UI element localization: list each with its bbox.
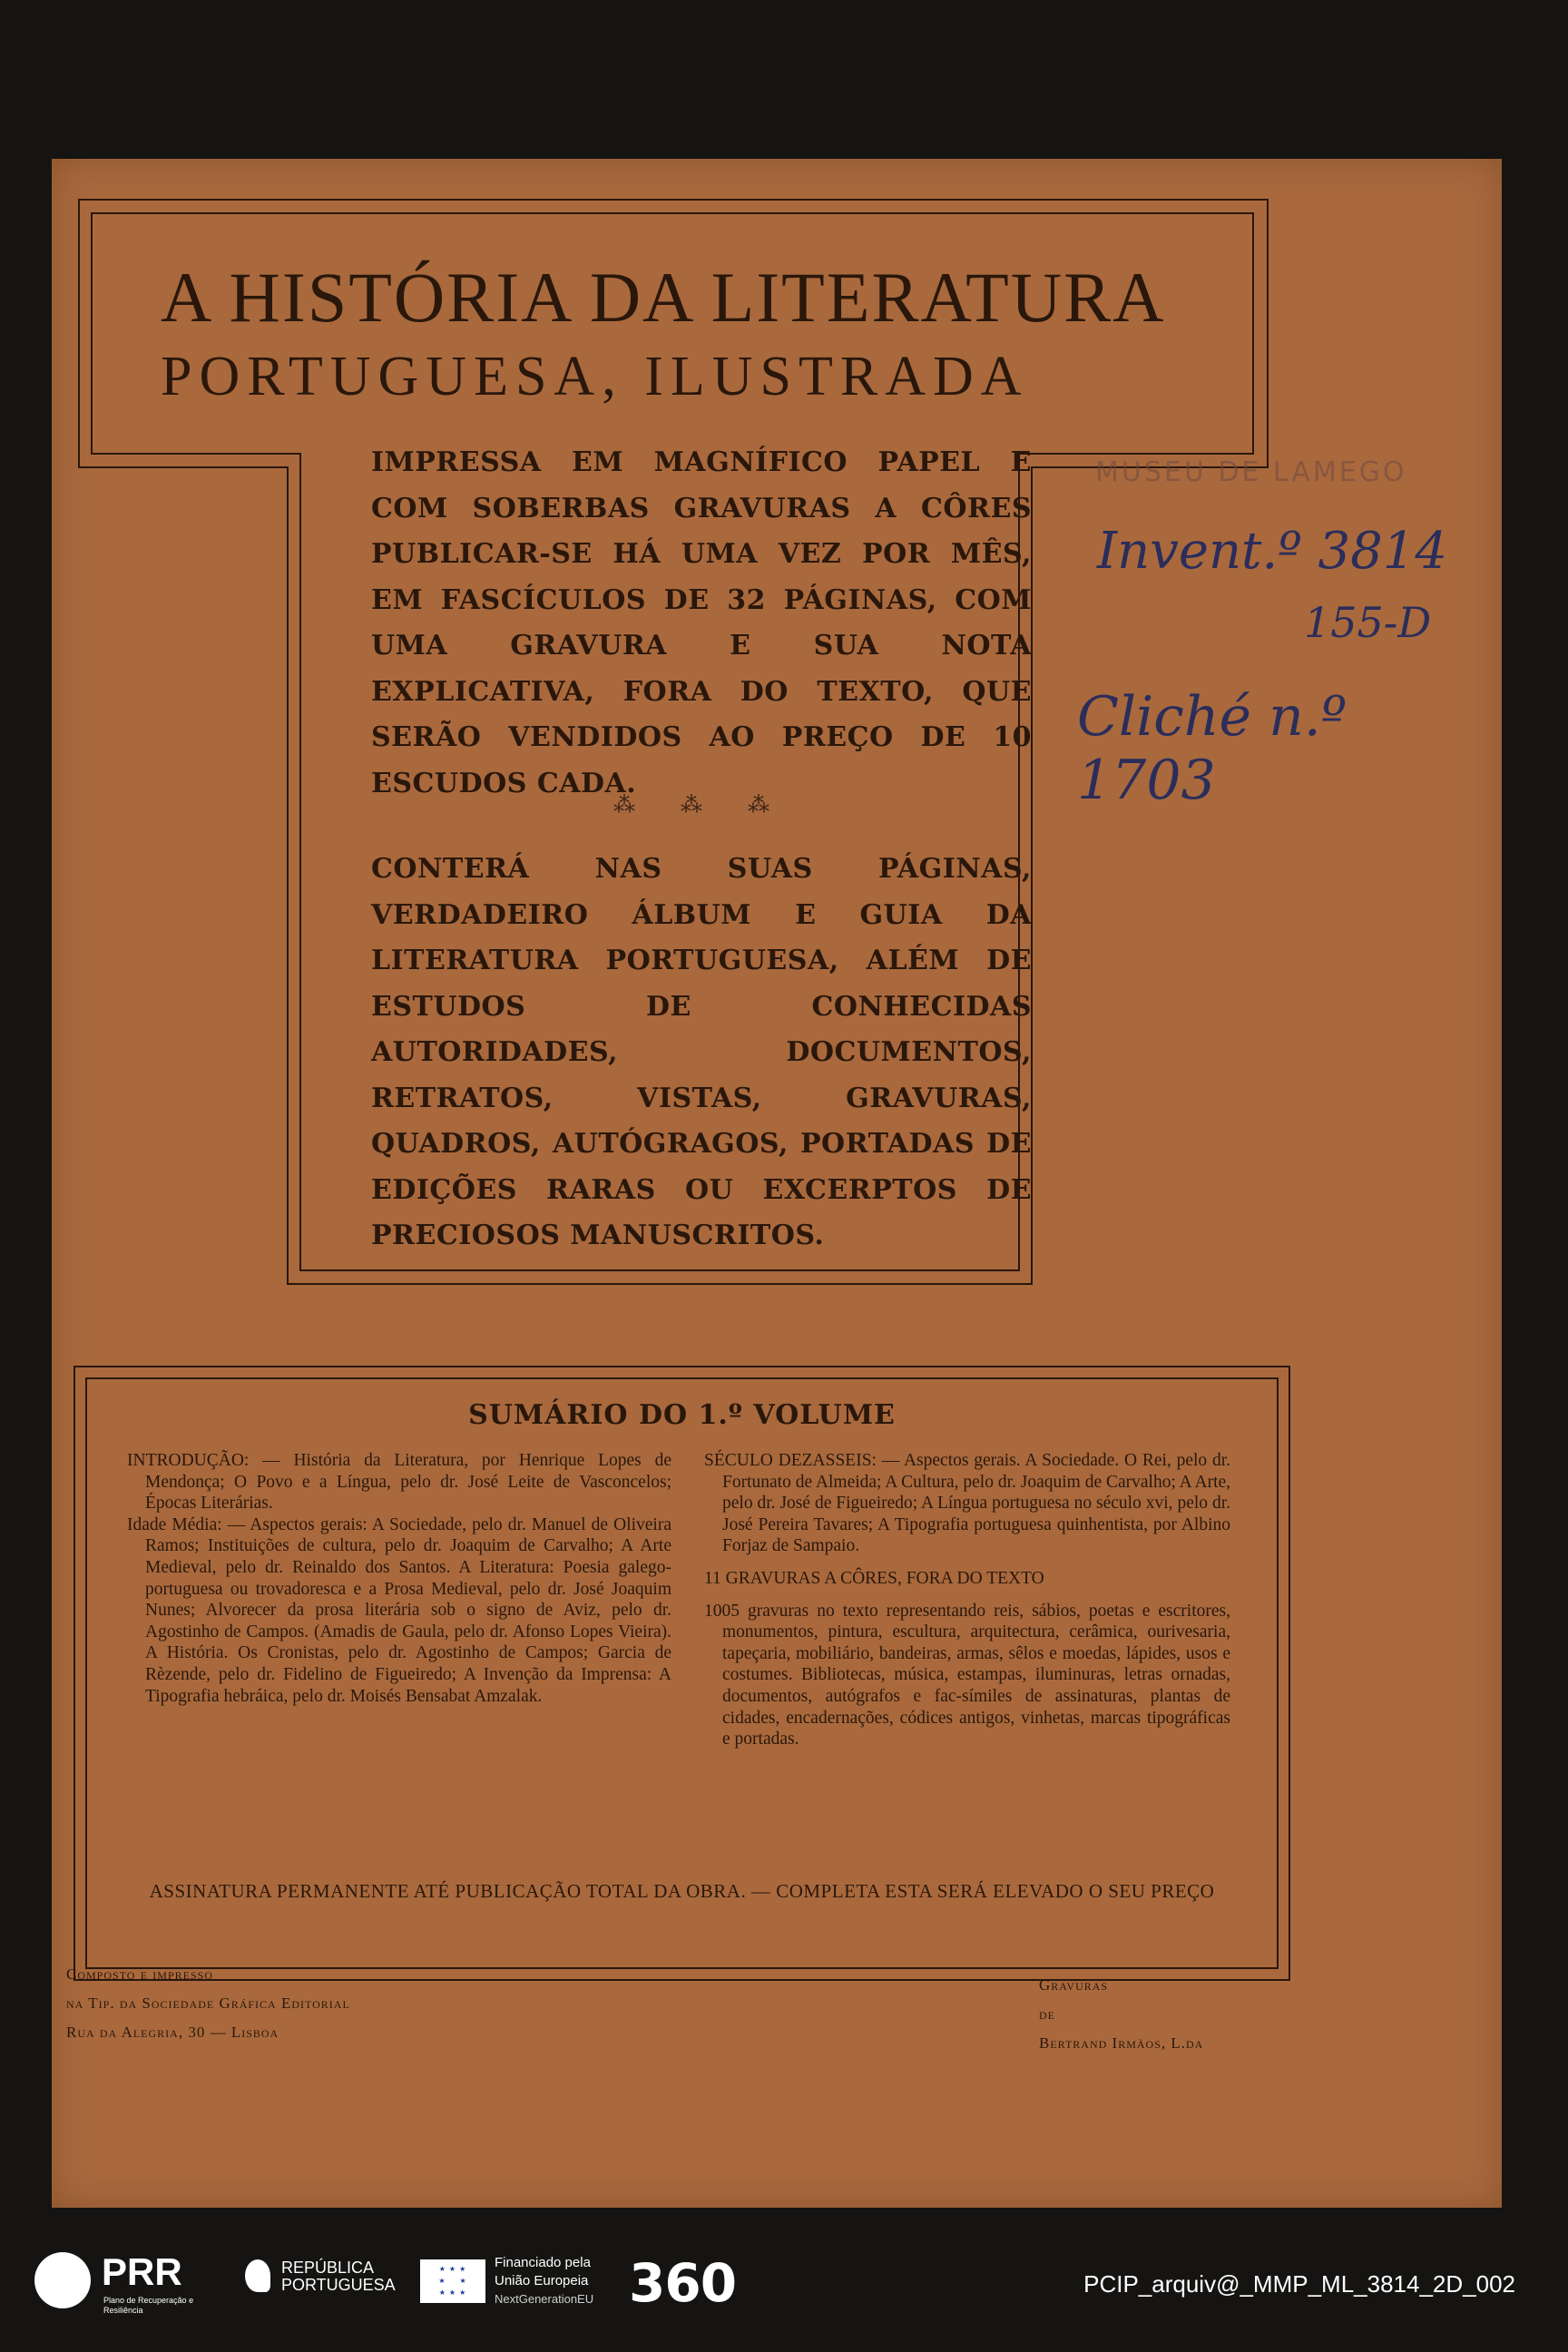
colophon-line: Bertrand Irmãos, L.da <box>1039 2034 1204 2052</box>
handwritten-code: 155-D <box>1304 598 1432 647</box>
summary-gravuras-texto: 1005 gravuras no texto representando reis, sábios, poetas e escritores, monumentos, pintura, escultura, arquitectura, cerâmica, ourivesaria, tapeçaria, mobiliário, bandeiras, armas, sêlos e moedas, lápides, usos e costumes. Bibliotecas, música, estampas, iluminuras, letras ornadas, documentos, autógrafos e fac-símiles de assinaturas, plantas de cidades, encadernações, códices antigos, vinhetas, marcas tipográficas e portadas. <box>704 1601 1230 1749</box>
republica-text: REPÚBLICA PORTUGUESA <box>281 2259 396 2294</box>
summary-introducao: INTRODUÇÃO: — História da Literatura, por Henrique Lopes de Mendonça; O Povo e a Língua, pelo dr. José Leite de Vasconcelos; Épocas Literárias. <box>127 1451 671 1514</box>
museum-stamp: MUSEU DE LAMEGO <box>1095 456 1407 488</box>
engraver-colophon <box>1039 1971 1203 2058</box>
prr-logo-icon <box>34 2252 91 2308</box>
summary-box <box>74 1366 1290 1981</box>
colophon-line: Gravuras <box>1039 1976 1109 1994</box>
summary-inner-frame <box>85 1377 1279 1969</box>
republica-emblem-icon <box>245 2259 270 2292</box>
colophon-line: na Tip. da Sociedade Gráfica Editorial <box>66 1994 350 2012</box>
eu-flag-icon: ★ ★ ★ ★ ★ ★ ★ ★ <box>420 2259 485 2303</box>
handwritten-cliche: Cliché n.º 1703 <box>1077 685 1348 812</box>
eu-funding-text: Financiado pela União Europeia NextGenerationEU <box>495 2255 594 2306</box>
title-line-1: A HISTÓRIA DA LITERATURA <box>161 258 1166 337</box>
publication-description: IMPRESSA EM MAGNÍFICO PAPEL E COM SOBERBAS GRAVURAS A CÔRES PUBLICAR-SE HÁ UMA VEZ POR MÊS, EM FASCÍCULOS DE 32 PÁGINAS, COM UMA GRAVURA E SUA NOTA EXPLICATIVA, FORA DO TEXTO, QUE SERÃO VENDIDOS AO PREÇO DE 10 ESCUDOS CADA. <box>371 446 1032 799</box>
summary-gravuras-cores: 11 GRAVURAS A CÔRES, FORA DO TEXTO <box>704 1568 1044 1588</box>
colophon-line: Rua da Alegria, 30 — Lisboa <box>66 2024 279 2041</box>
summary-seculo-xvi: SÉCULO DEZASSEIS: — Aspectos gerais. A Sociedade. O Rei, pelo dr. Fortunato de Almeida; A Cultura, pelo dr. Joaquim de Carvalho; A Arte, pelo dr. José de Figueiredo; A Língua portuguesa no século xvi, pelo dr. José Pereira Tavares; A Tipografia portuguesa quinhentista, por Albino Forjaz de Sampaio. <box>704 1451 1231 1556</box>
prr-subtitle: Plano de Recuperação e Resiliência <box>103 2296 194 2315</box>
summary-idade-media: Idade Média: — Aspectos gerais: A Sociedade, pelo dr. Manuel de Oliveira Ramos; Instituições de cultura, pelo dr. Joaquim de Carvalho; A Arte Medieval, pelo dr. Reinaldo dos Santos. A Literatura: Poesia galego-portuguesa ou trovadoresca e a Prosa Medieval, pelo dr. José Joaquim Nunes; Alvorecer da prosa literária sob o signo de Aviz, pelo dr. Agostinho de Campos. (Amadis de Gaula, pelo dr. Afonso Lopes Vieira). A História. Os Cronistas, pelo dr. Agostinho de Campos; Garcia de Rèzende, pelo dr. Fidelino de Figueiredo; A Invenção da Imprensa: A Tipografia hebráica, pelo dr. Moisés Bensabat Amzalak. <box>127 1514 671 1706</box>
prr-logo-text: PRR <box>102 2250 182 2293</box>
document-sheet <box>52 159 1502 2208</box>
title-line-2: PORTUGUESA, ILUSTRADA <box>161 346 1029 407</box>
ornament-divider: ⁂ ⁂ ⁂ <box>613 794 789 818</box>
logo-360: 360 <box>629 2252 737 2314</box>
archive-identifier: PCIP_arquiv@_MMP_ML_3814_2D_002 <box>1083 2270 1515 2298</box>
summary-right-column <box>704 1450 1230 1750</box>
handwritten-inventory: Invent.º 3814 <box>1097 522 1447 581</box>
summary-left-column <box>127 1450 671 1707</box>
printer-colophon <box>66 1960 350 2047</box>
subscription-notice: ASSINATURA PERMANENTE ATÉ PUBLICAÇÃO TOTAL DA OBRA. — COMPLETA ESTA SERÁ ELEVADO O SEU PREÇO <box>149 1880 1215 1902</box>
summary-title: SUMÁRIO DO 1.º VOLUME <box>468 1399 896 1431</box>
funding-bar <box>0 2232 1568 2352</box>
content-description: CONTERÁ NAS SUAS PÁGINAS, VERDADEIRO ÁLBUM E GUIA DA LITERATURA PORTUGUESA, ALÉM DE ESTUDOS DE CONHECIDAS AUTORIDADES, DOCUMENTOS, RETRATOS, VISTAS, GRAVURAS, QUADROS, AUTÓGRAGOS, PORTADAS DE EDIÇÕES RARAS OU EXCERPTOS DE PRECIOSOS MANUSCRITOS. <box>371 853 1032 1251</box>
colophon-line: de <box>1039 2005 1055 2023</box>
colophon-line: Composto e impresso <box>66 1965 213 1983</box>
